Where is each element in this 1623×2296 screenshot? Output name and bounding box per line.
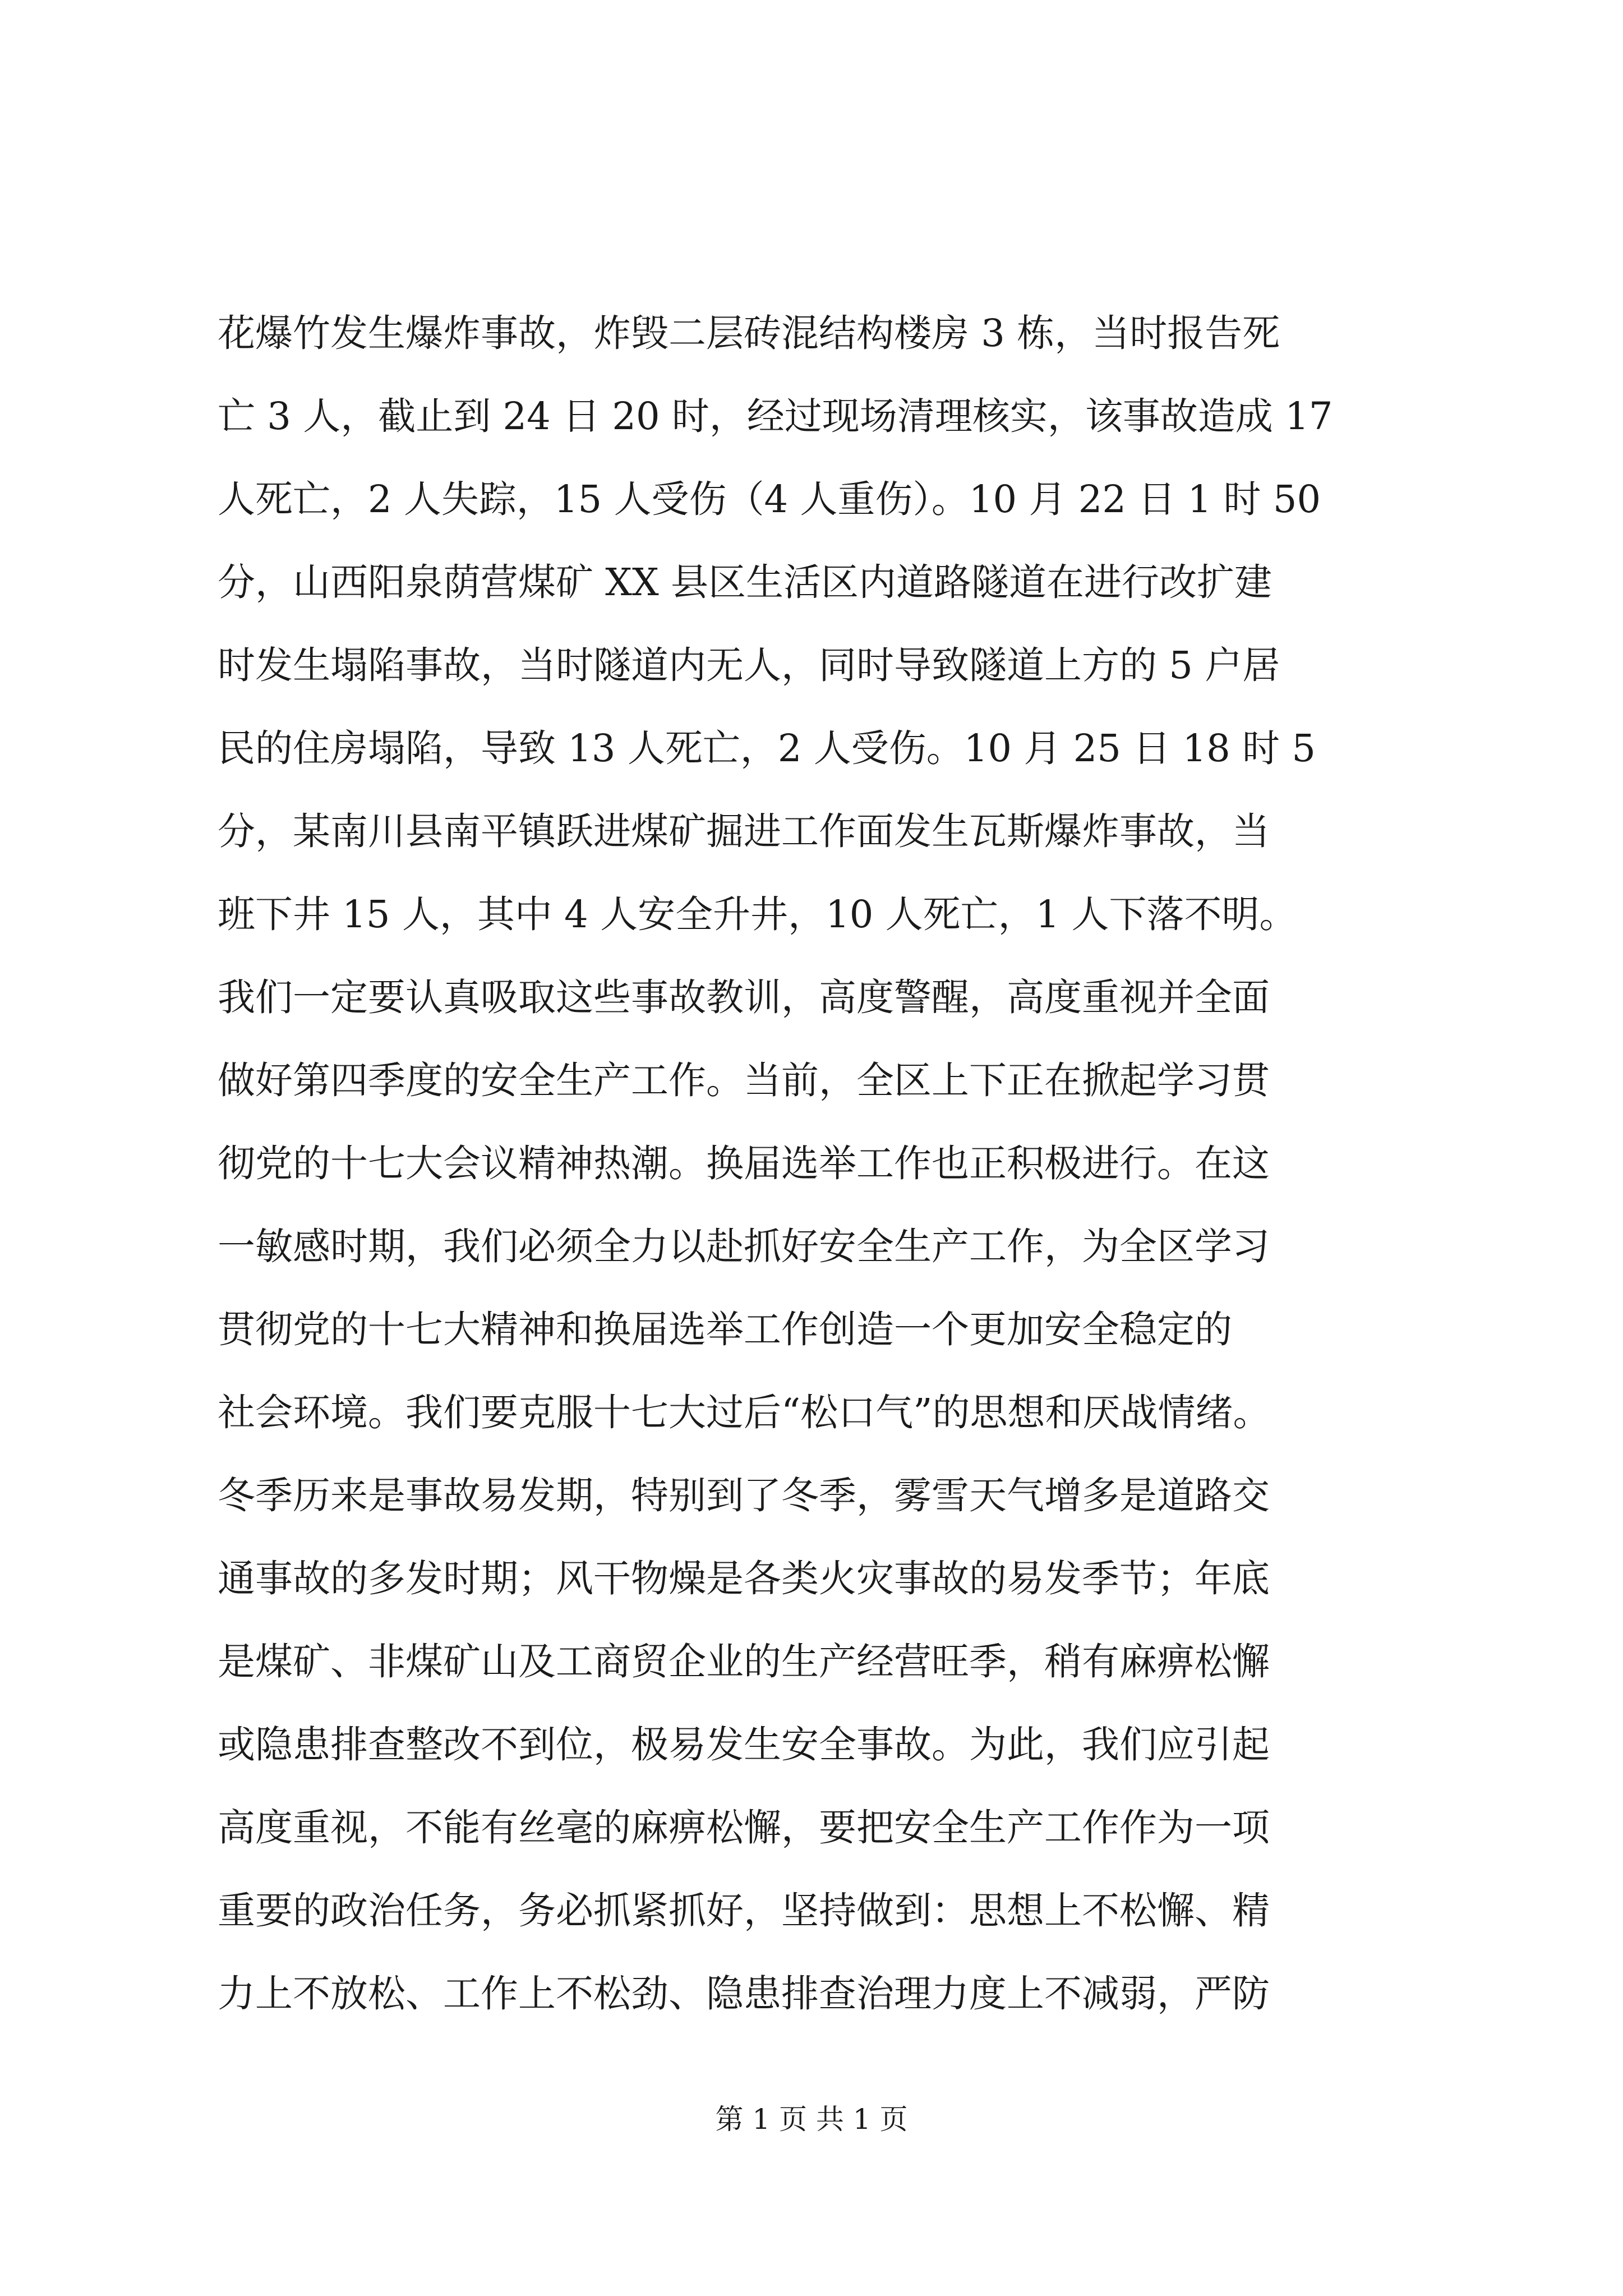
- text-line: 一敏感时期，我们必须全力以赴抓好安全生产工作，为全区学习: [218, 1225, 1270, 1268]
- text-line: 人死亡，2 人失踪，15 人受伤（4 人重伤）。10 月 22 日 1 时 50: [218, 477, 1321, 521]
- page-number: 第 1 页 共 1 页: [715, 2103, 908, 2136]
- text-line: 分，某南川县南平镇跃进煤矿掘进工作面发生瓦斯爆炸事故，当: [218, 809, 1270, 853]
- text-line: 时发生塌陷事故，当时隧道内无人，同时导致隧道上方的 5 户居: [218, 643, 1280, 687]
- text-line: 通事故的多发时期；风干物燥是各类火灾事故的易发季节；年底: [218, 1557, 1270, 1600]
- text-line: 分，山西阳泉荫营煤矿 XX 县区生活区内道路隧道在进行改扩建: [218, 560, 1272, 604]
- text-line: 贯彻党的十七大精神和换届选举工作创造一个更加安全稳定的: [218, 1308, 1232, 1351]
- text-line: 彻党的十七大会议精神热潮。换届选举工作也正积极进行。在这: [218, 1142, 1270, 1185]
- text-line: 班下井 15 人，其中 4 人安全升井，10 人死亡，1 人下落不明。: [218, 892, 1297, 936]
- text-line: 高度重视，不能有丝毫的麻痹松懈，要把安全生产工作作为一项: [218, 1806, 1270, 1849]
- page-footer: [0, 2097, 1623, 2142]
- text-line: 我们一定要认真吸取这些事故教训，高度警醒，高度重视并全面: [218, 976, 1270, 1019]
- text-line: 花爆竹发生爆炸事故，炸毁二层砖混结构楼房 3 栋，当时报告死: [218, 311, 1280, 355]
- text-line: 做好第四季度的安全生产工作。当前，全区上下正在掀起学习贯: [218, 1059, 1270, 1102]
- text-line: 重要的政治任务，务必抓紧抓好，坚持做到：思想上不松懈、精: [218, 1889, 1270, 1932]
- text-line: 是煤矿、非煤矿山及工商贸企业的生产经营旺季，稍有麻痹松懈: [218, 1640, 1270, 1683]
- text-line: 力上不放松、工作上不松劲、隐患排查治理力度上不减弱，严防: [218, 1972, 1270, 2016]
- text-line: 民的住房塌陷，导致 13 人死亡，2 人受伤。10 月 25 日 18 时 5: [218, 726, 1316, 770]
- text-line: 冬季历来是事故易发期，特别到了冬季，雾雪天气增多是道路交: [218, 1474, 1270, 1517]
- body-text: [218, 292, 1423, 2035]
- text-line: 亡 3 人，截止到 24 日 20 时，经过现场清理核实，该事故造成 17: [218, 394, 1333, 438]
- text-line: 或隐患排查整改不到位，极易发生安全事故。为此，我们应引起: [218, 1723, 1270, 1766]
- text-line: 社会环境。我们要克服十七大过后“松口气”的思想和厌战情绪。: [218, 1391, 1271, 1434]
